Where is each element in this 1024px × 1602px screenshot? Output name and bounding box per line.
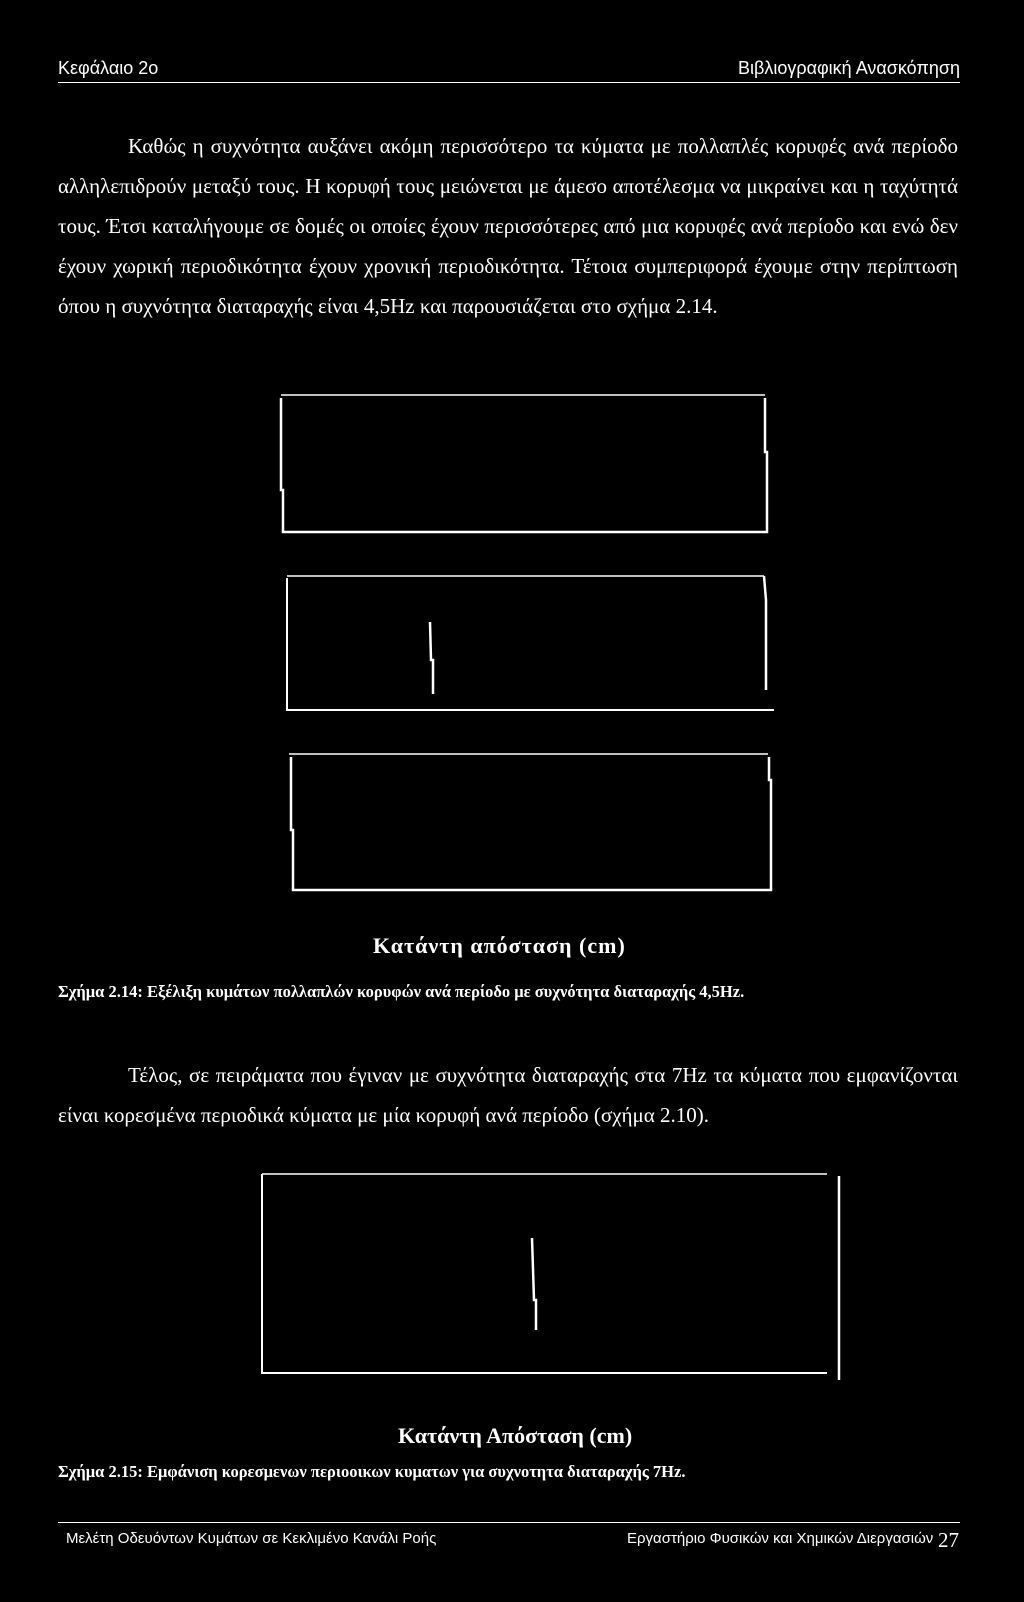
footer-thesis-title: Μελέτη Οδευόντων Κυμάτων σε Κεκλιμένο Κανάλι Ροής xyxy=(66,1530,437,1547)
figure-2-trace xyxy=(262,1174,827,1373)
page-number: 27 xyxy=(938,1528,959,1552)
header-chapter: Κεφάλαιο 2ο xyxy=(58,58,159,78)
figure-2-peak xyxy=(532,1238,536,1330)
figure-2-caption: Σχήμα 2.15: Εμφάνιση κορεσμενων περιοοικων κυματων για συχνοτητα διαταραχής 7Hz. xyxy=(58,1462,686,1481)
header-section: Βιβλιογραφική Ανασκόπηση xyxy=(738,58,960,78)
figure-1-x-axis-label: Κατάντη απόσταση (cm) xyxy=(373,933,626,958)
figure-2-panel xyxy=(262,1174,839,1380)
footer-lab-name: Εργαστήριο Φυσικών και Χημικών Διεργασιών xyxy=(627,1530,934,1547)
figure-1-caption: Σχήμα 2.14: Εξέλιξη κυμάτων πολλαπλών κορυφών ανά περίοδο με συχνότητα διαταραχής 4,5Hz. xyxy=(58,982,745,1001)
footer-divider xyxy=(58,1522,960,1523)
figure-2-x-axis-label: Κατάντη Απόσταση (cm) xyxy=(398,1423,633,1448)
paragraph-1-text: Καθώς η συχνότητα αυξάνει ακόμη περισσότερο τα κύματα με πολλαπλές κορυφές ανά περίοδο αλληλεπιδρούν μεταξύ τους. Η κορυφή τους μειώνεται με άμεσο αποτέλεσμα να μικραίνει και η ταχύτητά τους. Έτσι καταλήγουμε σε δομές οι οποίες έχουν περισσότερες από μια κορυφές ανά περίοδο και ενώ δεν έχουν χωρική περιοδικότητα έχουν χρονική περιοδικότητα. Τέτοια συμπεριφορά έχουμε στην περίπτωση όπου η συχνότητα διαταραχής είναι 4,5Hz και παρουσιάζεται στο σχήμα 2.14. xyxy=(58,134,958,318)
paragraph-2-text: Τέλος, σε πειράματα που έγιναν με συχνότητα διαταραχής στα 7Hz τα κύματα που εμφανίζονται είναι κορεσμένα περιοδικά κύματα με μία κορυφή ανά περίοδο (σχήμα 2.10). xyxy=(58,1063,958,1127)
